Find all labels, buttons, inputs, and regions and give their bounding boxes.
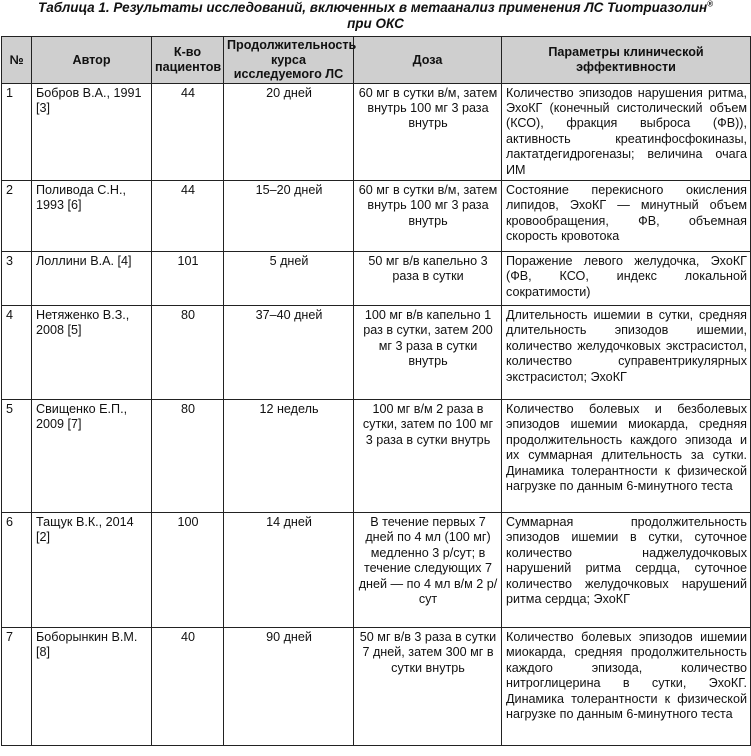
table-caption: [0, 0, 751, 36]
cell-number: 2: [2, 180, 32, 251]
cell-duration: 14 дней: [224, 512, 354, 627]
cell-author: Нетяженко В.З., 2008 [5]: [32, 305, 152, 399]
cell-parameters: Поражение левого желудочка, ЭхоКГ (ФВ, КСО, индекс локальной сократимости): [502, 251, 751, 305]
table-row: [2, 305, 751, 399]
cell-duration: 12 недель: [224, 399, 354, 512]
cell-duration: 37–40 дней: [224, 305, 354, 399]
cell-dose: 60 мг в сутки в/м, затем внутрь 100 мг 3 раза внутрь: [354, 83, 502, 180]
cell-author: Бобров В.А., 1991 [3]: [32, 83, 152, 180]
cell-parameters: Суммарная продолжительность эпизодов ишемии в сутки, суточное количество наджелудочковых нарушений ритма сердца, суточное количество желудочковых нарушений ритма сердца; ЭхоКГ: [502, 512, 751, 627]
cell-dose: 60 мг в сутки в/м, затем внутрь 100 мг 3 раза внутрь: [354, 180, 502, 251]
header-patient-count: К-во пациентов: [152, 37, 224, 84]
header-course-duration: Продолжительность курса исследуемого ЛС: [224, 37, 354, 84]
cell-dose: 50 мг в/в капельно 3 раза в сутки: [354, 251, 502, 305]
cell-patient-count: 80: [152, 399, 224, 512]
caption-line-2: при ОКС: [347, 16, 404, 31]
table-row: [2, 180, 751, 251]
cell-parameters: Состояние перекисного окисления липидов, ЭхоКГ — минутный объем кровообращения, ФВ, объемная скорость кровотока: [502, 180, 751, 251]
cell-dose: 100 мг в/м 2 раза в сутки, затем по 100 мг 3 раза в сутки внутрь: [354, 399, 502, 512]
cell-number: 5: [2, 399, 32, 512]
cell-parameters: Количество болевых эпизодов ишемии миокарда, средняя продолжительность каждого эпизода, количество нитроглицерина в сутки, ЭхоКГ. Динамика толерантности к физической нагрузке по данным 6-минутного теста: [502, 627, 751, 745]
table-row: [2, 251, 751, 305]
cell-patient-count: 44: [152, 180, 224, 251]
cell-parameters: Количество эпизодов нарушения ритма, ЭхоКГ (конечный систолический объем (КСО), фракция выброса (ФВ)), активность креатинфосфокиназы, лактатдегидрогеназы; величина очага ИМ: [502, 83, 751, 180]
results-table: [1, 36, 751, 746]
table-header-row: [2, 37, 751, 84]
header-dose: Доза: [354, 37, 502, 84]
registered-mark: ®: [707, 0, 714, 9]
header-clinical-parameters: Параметры клинической эффективности: [502, 37, 751, 84]
cell-patient-count: 100: [152, 512, 224, 627]
cell-number: 3: [2, 251, 32, 305]
cell-patient-count: 80: [152, 305, 224, 399]
caption-title-text: Таблица 1. Результаты исследований, включенных в метаанализ применения ЛС Тиотриазолин: [37, 0, 708, 15]
cell-patient-count: 40: [152, 627, 224, 745]
table-row: [2, 627, 751, 745]
table-row: [2, 399, 751, 512]
caption-line-1: [0, 0, 751, 16]
cell-author: Поливода С.Н., 1993 [6]: [32, 180, 152, 251]
table-row: [2, 512, 751, 627]
cell-patient-count: 44: [152, 83, 224, 180]
cell-dose: 50 мг в/в 3 раза в сутки 7 дней, затем 300 мг в сутки внутрь: [354, 627, 502, 745]
cell-number: 6: [2, 512, 32, 627]
cell-dose: 100 мг в/в капельно 1 раз в сутки, затем 200 мг 3 раза в сутки внутрь: [354, 305, 502, 399]
cell-number: 7: [2, 627, 32, 745]
table-row: [2, 83, 751, 180]
cell-author: Тащук В.К., 2014 [2]: [32, 512, 152, 627]
header-number: №: [2, 37, 32, 84]
cell-author: Лоллини В.А. [4]: [32, 251, 152, 305]
cell-number: 1: [2, 83, 32, 180]
cell-duration: 90 дней: [224, 627, 354, 745]
cell-parameters: Длительность ишемии в сутки, средняя длительность эпизодов ишемии, количество желудочковых экстрасистол, количество суправентрикулярных экстрасистол; ЭхоКГ: [502, 305, 751, 399]
cell-patient-count: 101: [152, 251, 224, 305]
cell-author: Боборынкин В.М. [8]: [32, 627, 152, 745]
cell-author: Свищенко Е.П., 2009 [7]: [32, 399, 152, 512]
header-author: Автор: [32, 37, 152, 84]
cell-dose: В течение первых 7 дней по 4 мл (100 мг) медленно 3 р/сут; в течение следующих 7 дней — по 4 мл в/м 2 р/сут: [354, 512, 502, 627]
cell-number: 4: [2, 305, 32, 399]
cell-duration: 5 дней: [224, 251, 354, 305]
cell-duration: 20 дней: [224, 83, 354, 180]
cell-duration: 15–20 дней: [224, 180, 354, 251]
cell-parameters: Количество болевых и безболевых эпизодов ишемии миокарда, средняя продолжительность каждого эпизода и их суммарная длительность за сутки. Динамика толерантности к физической нагрузке по данным 6-минутного теста: [502, 399, 751, 512]
